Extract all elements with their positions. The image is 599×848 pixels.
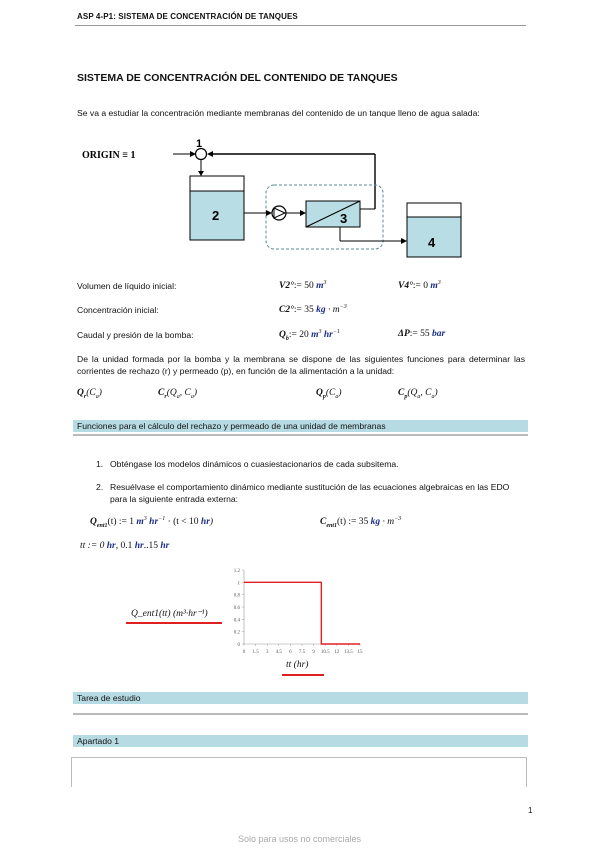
flow-pressure-label: Caudal y presión de la bomba: (77, 330, 194, 340)
process-diagram (70, 135, 480, 265)
x-tick-label: 15 (357, 650, 363, 655)
c-ent1-definition: $C_{ent1}(t)$ := 35 kg · $m^{-3}$ (320, 516, 402, 530)
section-band-study: Tarea de estudio (73, 692, 528, 704)
intro-paragraph: Se va a estudiar la concentración mediante membranas del contenido de un tanque lleno de agua salada: (77, 108, 480, 118)
c2-definition: C2°:= 35 kg · $m^{-3}$ (279, 304, 347, 316)
y-tick-label: 0.8 (233, 593, 240, 599)
x-tick-label: 7.5 (298, 650, 306, 655)
section-band-apartado: Apartado 1 (73, 735, 528, 747)
page-title: SISTEMA DE CONCENTRACIÓN DEL CONTENIDO DE TANQUES (77, 72, 398, 84)
footer-note: Solo para usos no comerciales (237, 834, 362, 844)
page-number: 1 (528, 806, 533, 815)
volume-label: Volumen de líquido inicial: (77, 281, 177, 291)
node-1-label: 1 (196, 138, 203, 150)
mixer-node (196, 149, 207, 160)
series-line (244, 582, 360, 644)
origin-label: ORIGIN ≡ 1 (82, 150, 136, 161)
header-rule (75, 25, 526, 26)
cp-function: $C_p(Q_a$, $C_a$) (398, 388, 438, 400)
qb-definition: $Q_b:= 20$ $m^3$ $hr^{-1}$ (279, 329, 340, 343)
x-tick-label: 1.5 (252, 650, 259, 655)
x-tick-label: 6 (289, 650, 292, 655)
section-band-functions: Funciones para el cálculo del rechazo y permeado de una unidad de membranas (73, 420, 528, 432)
cr-function: $C_r(Q_a$, $C_a$) (158, 388, 197, 400)
dp-definition: ΔP:= 55 bar (398, 329, 446, 339)
y-tick-label: 0.6 (233, 606, 240, 611)
y-tick-label: 1.2 (233, 569, 240, 574)
x-label-underline (282, 674, 324, 676)
x-tick-label: 9 (312, 650, 315, 655)
chart-x-label: tt (hr) (286, 660, 309, 670)
running-header: ASP 4-P1: SISTEMA DE CONCENTRACIÓN DE TANQUES (77, 12, 298, 21)
x-tick-label: 12 (334, 650, 340, 655)
y-tick-label: 0.2 (233, 630, 240, 636)
qp-function: $Q_p(C_a)$ (316, 388, 342, 400)
x-tick-label: 4.5 (275, 650, 282, 655)
x-tick-label: 0 (242, 650, 246, 655)
q-ent1-definition: $Q_{ent1}(t)$ := 1 $m^3$ $hr^{-1} \cdot (t < 10$ hr) (90, 516, 214, 530)
x-tick-label: 3 (265, 650, 269, 655)
y-tick-label: 1 (237, 581, 240, 587)
y-label-underline (126, 622, 222, 624)
v2-definition: V2°:= 50 $m^3$ (279, 280, 327, 292)
tank-4-label: 4 (428, 235, 436, 250)
y-tick-label: 0.4 (233, 618, 240, 624)
band-rule (73, 434, 528, 436)
chart-y-label: Q_ent1(tt) (m³·hr⁻¹) (131, 609, 208, 619)
answer-box[interactable] (71, 757, 527, 787)
step-input-chart (224, 566, 366, 662)
x-tick-label: 13.5 (344, 650, 353, 655)
y-tick-label: 0 (237, 643, 240, 648)
tank-2-label: 2 (212, 208, 220, 223)
concentration-label: Concentración inicial: (77, 305, 159, 315)
unit-3-label: 3 (340, 211, 348, 226)
band-rule (73, 713, 528, 715)
v4-definition: V4°:= 0 $m^3$ (398, 280, 441, 292)
qr-function: $Q_r(C_a)$ (77, 388, 102, 400)
x-tick-label: 10.5 (320, 650, 330, 655)
membrane-functions-paragraph: De la unidad formada por la bomba y la membrana se dispone de las siguientes funciones para determinar las corrientes de rechazo (r) y permeado (p), en función de la alimentación a la unidad: (77, 354, 525, 376)
tt-definition: tt := 0 hr, 0.1 hr..15 hr (80, 541, 170, 551)
